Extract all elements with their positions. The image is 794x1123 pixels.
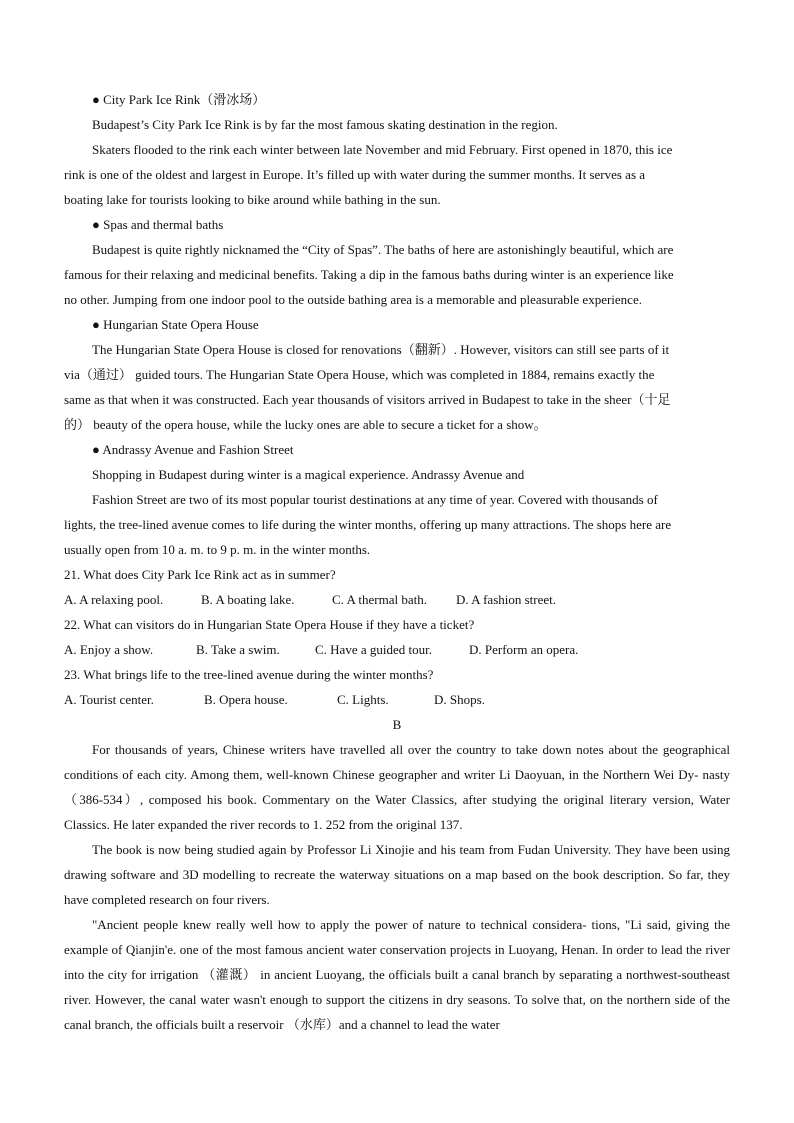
text-line: boating lake for tourists looking to bike around while bathing in the sun. bbox=[64, 192, 441, 207]
text-line: Shopping in Budapest during winter is a magical experience. Andrassy Avenue and bbox=[92, 467, 525, 482]
text-line: via（通过） guided tours. The Hungarian State Opera House, which was completed in 1884, remains exactly the bbox=[64, 367, 655, 382]
option-b: B. Take a swim. bbox=[196, 642, 280, 657]
passage-b-paragraph-1: For thousands of years, Chinese writers have travelled all over the country to take down notes about the geographical conditions of each city. Among them, well-known Chinese geographer and writer Li Daoyuan, in the Northern Wei Dy- nasty （386-534）, composed his book. Commentary on the Water Classics, after studying the original literary version, Water Classics. He later expanded the river records to 1. 252 from the original 137. bbox=[64, 742, 730, 832]
option-d: D. A fashion street. bbox=[456, 592, 557, 607]
option-d: D. Shops. bbox=[434, 692, 485, 707]
question-23-options bbox=[64, 687, 730, 712]
text-line: The Hungarian State Opera House is closed for renovations（翻新）. However, visitors can still see parts of it bbox=[92, 342, 670, 357]
passage-label-b: B bbox=[392, 717, 402, 732]
option-d: D. Perform an opera. bbox=[469, 642, 579, 657]
question-21-options bbox=[64, 587, 730, 612]
section-heading-ice-rink: ● City Park Ice Rink（滑冰场） bbox=[92, 92, 266, 107]
section-heading-spas: ● Spas and thermal baths bbox=[92, 217, 224, 232]
question-22: 22. What can visitors do in Hungarian State Opera House if they have a ticket? bbox=[64, 617, 475, 632]
text-line: Fashion Street are two of its most popular tourist destinations at any time of year. Covered with thousands of bbox=[92, 492, 658, 507]
text-line: Budapest’s City Park Ice Rink is by far the most famous skating destination in the region. bbox=[92, 117, 558, 132]
option-c: C. Have a guided tour. bbox=[315, 642, 432, 657]
text-line: Skaters flooded to the rink each winter between late November and mid February. First opened in 1870, this ice bbox=[92, 142, 673, 157]
option-a: A. Enjoy a show. bbox=[64, 642, 154, 657]
text-line: rink is one of the oldest and largest in Europe. It’s filled up with water during the summer months. It serves as a bbox=[64, 167, 646, 182]
text-line: lights, the tree-lined avenue comes to life during the winter months, offering up many attractions. The shops here are bbox=[64, 517, 672, 532]
option-c: C. Lights. bbox=[337, 692, 389, 707]
text-line: no other. Jumping from one indoor pool to the outside bathing area is a memorable and pleasurable experience. bbox=[64, 292, 642, 307]
text-line: same as that when it was constructed. Each year thousands of visitors arrived in Budapest to take in the sheer（十足 bbox=[64, 392, 671, 407]
question-23: 23. What brings life to the tree-lined avenue during the winter months? bbox=[64, 667, 434, 682]
option-a: A. A relaxing pool. bbox=[64, 592, 164, 607]
question-22-options bbox=[64, 637, 730, 662]
section-heading-andrassy-avenue: ● Andrassy Avenue and Fashion Street bbox=[92, 442, 294, 457]
question-21: 21. What does City Park Ice Rink act as in summer? bbox=[64, 567, 336, 582]
option-b: B. A boating lake. bbox=[201, 592, 295, 607]
passage-b-paragraph-2: The book is now being studied again by Professor Li Xinojie and his team from Fudan University. They have been using drawing software and 3D modelling to recreate the waterway situations on a map based on the book description. So far, they have completed research on four rivers. bbox=[64, 842, 730, 907]
text-line: 的） beauty of the opera house, while the lucky ones are able to secure a ticket for a show。 bbox=[64, 417, 547, 432]
option-b: B. Opera house. bbox=[204, 692, 288, 707]
option-a: A. Tourist center. bbox=[64, 692, 154, 707]
passage-b-paragraph-3: "Ancient people knew really well how to apply the power of nature to technical considera- tions, "Li said, giving the example of Qianjin'e. one of the most famous ancient water conservation projects in Luoyang, Henan. In order to lead the river into the city for irrigation （灌溉） in ancient Luoyang, the officials built a canal branch by separating a northwest-southeast river. However, the canal water wasn't enough to support the citizens in dry seasons. To solve that, on the northern side of the canal branch, the officials built a reservoir （水库）and a channel to lead the water bbox=[64, 917, 730, 1032]
option-c: C. A thermal bath. bbox=[332, 592, 427, 607]
text-line: famous for their relaxing and medicinal benefits. Taking a dip in the famous baths during winter is an experience like bbox=[64, 267, 674, 282]
text-line: Budapest is quite rightly nicknamed the “City of Spas”. The baths of here are astonishingly beautiful, which are bbox=[92, 242, 674, 257]
text-line: usually open from 10 a. m. to 9 p. m. in the winter months. bbox=[64, 542, 371, 557]
section-heading-opera-house: ● Hungarian State Opera House bbox=[92, 317, 259, 332]
